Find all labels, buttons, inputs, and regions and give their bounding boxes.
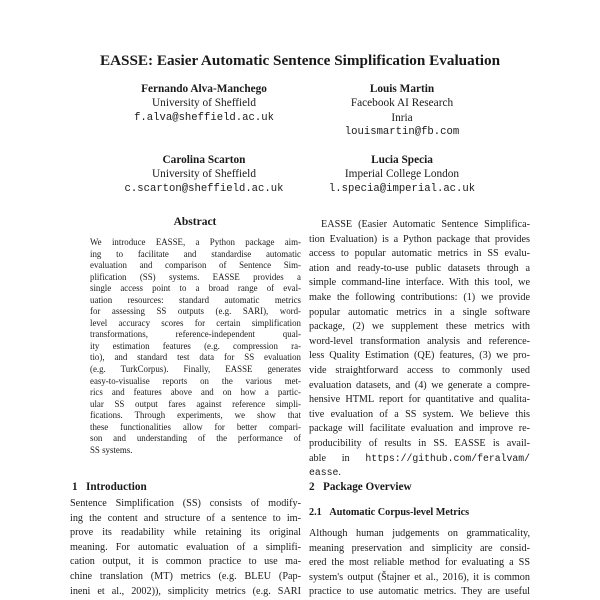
text-fragment: able in [309, 452, 366, 464]
author-affiliation: University of Sheffield [152, 97, 256, 110]
author-affiliation: Facebook AI Research [350, 97, 454, 110]
author-affiliation: University of Sheffield [152, 168, 256, 181]
abstract-line: rics and features above and on how a partic- [90, 387, 301, 398]
paragraph-line [309, 452, 530, 467]
paragraph-line: access to popular automatic metrics in SS evalu- [309, 248, 530, 260]
author-name: Carolina Scarton [162, 154, 246, 166]
subsection-title: Automatic Corpus-level Metrics [329, 507, 470, 518]
paragraph-line: ineni et al., 2002)), simplicity metrics (e.g. SARI [70, 585, 301, 597]
abstract-line: single access point to a broad range of eval- [90, 283, 301, 294]
author-block [308, 82, 496, 140]
github-link-continued[interactable]: easse [309, 467, 339, 479]
abstract-line: transformations, reference-independent qual- [90, 329, 301, 340]
paragraph-line: cation output, it is common practice to use ma- [70, 556, 301, 568]
paragraph-line: meaning preservation and simplicity are consid- [309, 542, 530, 554]
paragraph-line: ered the most reliable method for evaluating a SS [309, 557, 530, 569]
abstract-line: fications. Through experiments, we show that [90, 410, 301, 421]
paragraph-line: simple command-line interface. With this tool, we [309, 277, 530, 289]
abstract-line: tio), and standard test data for SS evaluation [90, 352, 301, 363]
abstract-line: ity estimation features (e.g. compression ra- [90, 340, 301, 351]
paragraph-line: system's output (Štajner et al., 2016), it is common [309, 571, 530, 583]
abstract-line: for assessing SS outputs (e.g. SARI), word- [90, 306, 301, 317]
paragraph-line: prove its readability while retaining its original [70, 527, 301, 539]
author-email: c.scarton@sheffield.ac.uk [124, 182, 284, 195]
author-name: Louis Martin [369, 83, 435, 95]
section-title: Introduction [85, 481, 147, 493]
package-overview-paragraph [309, 527, 530, 600]
author-name: Fernando Alva-Manchego [141, 83, 267, 95]
abstract-line: SS systems. [90, 444, 133, 455]
author-block [298, 153, 506, 196]
author-affiliation: Imperial College London [344, 168, 460, 181]
paragraph-line: ation and ready-to-use public datasets through a [309, 262, 530, 274]
introduction-paragraph [70, 497, 301, 599]
abstract-line: uation resources: standard automatic metrics [90, 294, 301, 305]
subsection-number: 2.1 [309, 507, 322, 518]
paragraph-line [309, 466, 530, 481]
paragraph-line: tive evaluation of a SS system. We believe this [309, 408, 530, 420]
abstract-body [90, 237, 301, 456]
abstract-line: these functionalities allow for better compari- [90, 421, 301, 432]
paragraph-line: package, (2) we supplement these metrics with [309, 321, 530, 333]
abstract-heading: Abstract [173, 216, 217, 228]
author-email: l.specia@imperial.ac.uk [328, 182, 476, 195]
paragraph-line: evaluation datasets, and (4) we generate a compre- [309, 379, 530, 391]
paragraph-line: vide straightforward access to commonly used [309, 364, 530, 376]
abstract-line: We introduce EASSE, a Python package aim- [90, 237, 301, 247]
paragraph-line: EASSE (Easier Automatic Sentence Simplifica- [321, 219, 530, 230]
author-email: louismartin@fb.com [344, 126, 460, 139]
paragraph-line: less Quality Estimation (QE) features, (3) we pro- [309, 350, 530, 362]
abstract-line: son and understanding of the performance of [90, 433, 301, 444]
section-title: Package Overview [322, 481, 412, 493]
paragraph-line: hensive HTML report for quantitative and qualita- [309, 394, 530, 406]
paragraph-line: producibility of results in SS. EASSE is avail- [309, 437, 530, 449]
text-fragment: . [338, 467, 341, 479]
section-number: 1 [72, 481, 78, 493]
paragraph-line: meaning. For automatic evaluation of a simplifi- [70, 541, 301, 553]
section-number: 2 [309, 481, 315, 493]
abstract-line: evaluation and comparison of Sentence Sim- [90, 260, 301, 271]
paragraph-line: package will facilitate evaluation and improve re- [309, 423, 530, 435]
abstract-line: (e.g. TurkCorpus). Finally, EASSE generates [90, 364, 301, 375]
paragraph-line: word-level transformation analysis and reference- [309, 335, 530, 347]
author-name: Lucia Specia [371, 154, 433, 166]
paragraph-line: tion Evaluation) is a Python package that provides [309, 233, 530, 245]
section-heading [72, 481, 147, 493]
paragraph-line: ing the content and structure of a sentence to im- [70, 512, 301, 524]
subsection-heading [309, 507, 469, 518]
abstract-line: level accuracy scores for certain simplification [90, 317, 301, 328]
github-link[interactable]: https://github.com/feralvam/ [365, 452, 530, 464]
paragraph-line: chine translation (MT) metrics (e.g. BLEU (Pap- [70, 570, 301, 582]
paragraph-line: practice to use automatic metrics. They are useful [309, 586, 530, 598]
paper-title: EASSE: Easier Automatic Sentence Simplification Evaluation [99, 52, 501, 69]
abstract-line: ing to facilitate and standardise automatic [90, 248, 301, 259]
section-heading [309, 481, 412, 493]
author-block [110, 82, 298, 125]
paragraph-line: make the following contributions: (1) we provide [309, 291, 530, 303]
paragraph-line: Sentence Simplification (SS) consists of modify- [70, 498, 301, 509]
abstract-line: plification (SS) systems. EASSE provides a [90, 271, 301, 282]
author-affiliation-secondary: Inria [391, 111, 413, 124]
author-email: f.alva@sheffield.ac.uk [134, 111, 274, 124]
paragraph-line: Although human judgements on grammaticality, [309, 528, 530, 539]
intro-paragraph [309, 218, 530, 481]
abstract-line: ular SS output fares against reference simpli- [90, 398, 301, 409]
author-block [100, 153, 308, 196]
abstract-line: easy-to-visualise reports on the various met- [90, 375, 301, 386]
paragraph-line: popular automatic metrics in a single software [309, 306, 530, 318]
